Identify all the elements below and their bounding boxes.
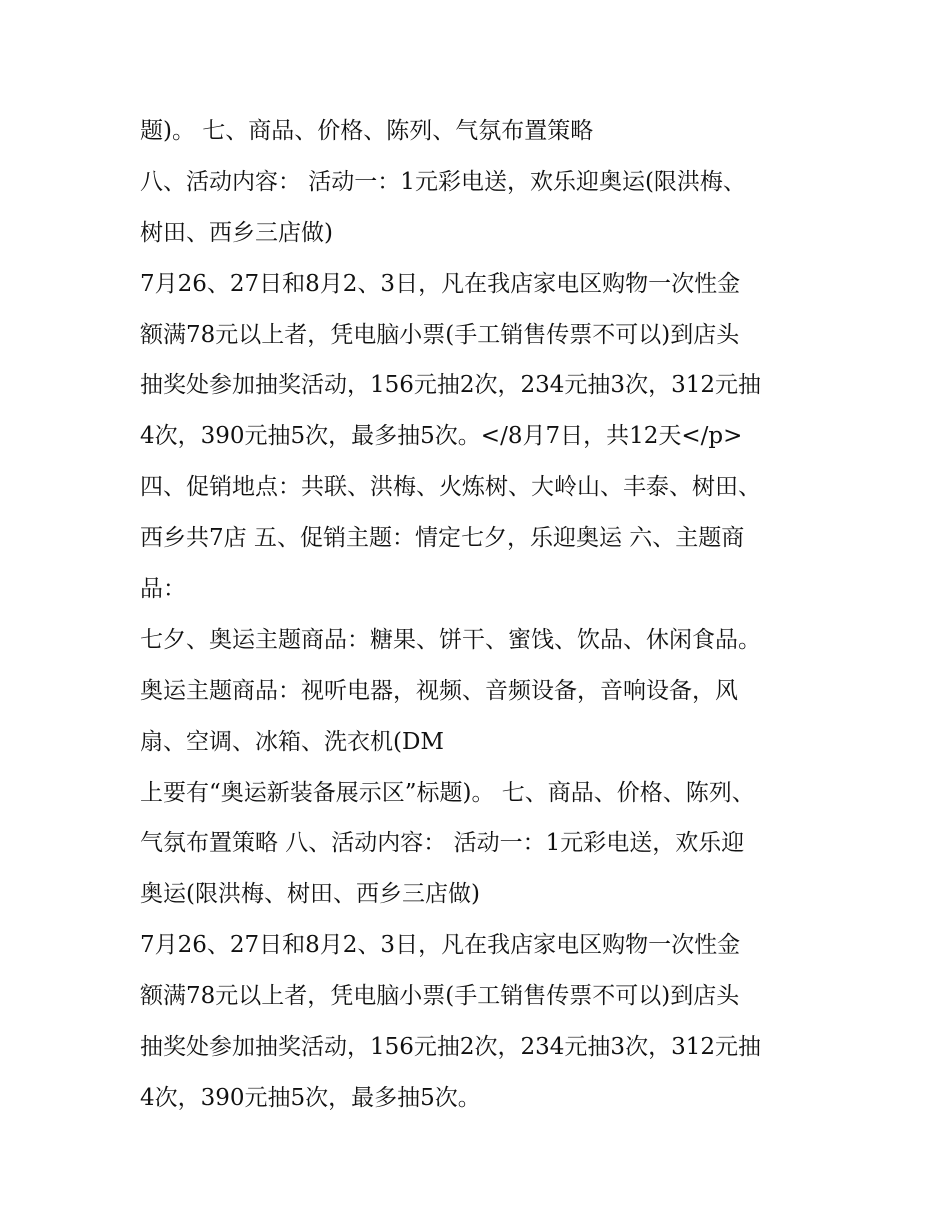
text-line: 抽奖处参加抽奖活动，156元抽2次，234元抽3次，312元抽 — [140, 372, 761, 399]
text-line: 7月26、27日和8月2、3日，凡在我店家电区购物一次性金 — [140, 932, 741, 959]
text-line: 八、活动内容： 活动一：1元彩电送，欢乐迎奥运(限洪梅、 — [140, 168, 746, 195]
text-line: 奥运(限洪梅、树田、西乡三店做) — [140, 881, 480, 908]
text-line: 额满78元以上者，凭电脑小票(手工销售传票不可以)到店头 — [140, 321, 740, 348]
text-line: 题)。 七、商品、价格、陈列、气氛布置策略 — [140, 118, 594, 144]
text-line: 额满78元以上者，凭电脑小票(手工销售传票不可以)到店头 — [140, 983, 740, 1010]
text-line: 四、促销地点：共联、洪梅、火炼树、大岭山、丰泰、树田、 — [140, 474, 761, 501]
text-line: 西乡共7店 五、促销主题：情定七夕，乐迎奥运 六、主题商 — [140, 525, 745, 552]
text-line: 4次，390元抽5次，最多抽5次。</8月7日，共12天</p> — [140, 423, 743, 450]
text-line: 奥运主题商品：视听电器，视频、音频设备，音响设备，风 — [140, 677, 738, 704]
text-line: 树田、西乡三店做) — [140, 219, 333, 246]
text-line: 扇、空调、冰箱、洗衣机(DM — [140, 728, 444, 755]
text-line: 抽奖处参加抽奖活动，156元抽2次，234元抽3次，312元抽 — [140, 1034, 761, 1061]
text-line: 品： — [140, 576, 186, 603]
text-line: 气氛布置策略 八、活动内容： 活动一：1元彩电送，欢乐迎 — [140, 830, 745, 857]
text-line: 七夕、奥运主题商品：糖果、饼干、蜜饯、饮品、休闲食品。 — [140, 626, 761, 653]
document-body — [140, 106, 820, 1124]
text-line: 4次，390元抽5次，最多抽5次。 — [140, 1084, 481, 1111]
text-line: 7月26、27日和8月2、3日，凡在我店家电区购物一次性金 — [140, 270, 741, 297]
text-line: 上要有“奥运新装备展示区”标题)。 七、商品、价格、陈列、 — [140, 779, 755, 806]
